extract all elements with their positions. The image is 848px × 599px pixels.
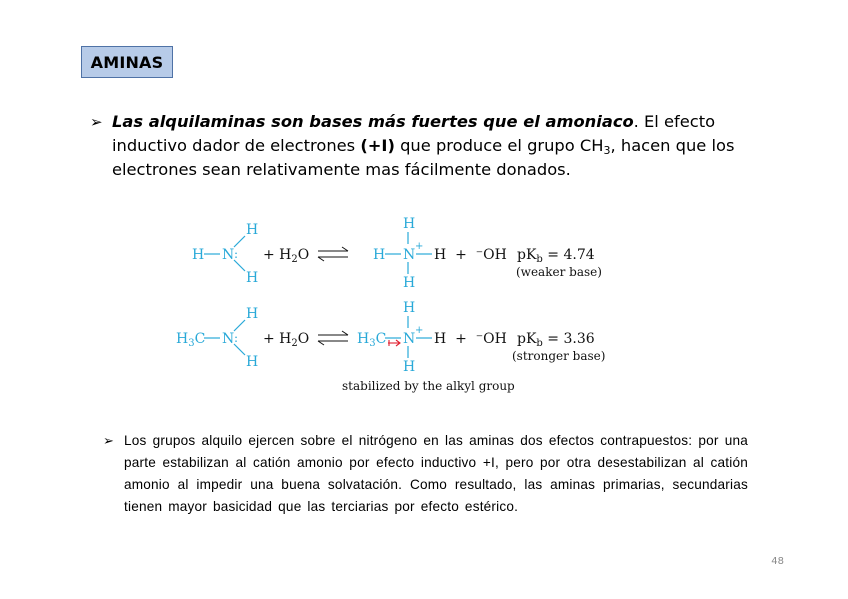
equilibrium-arrow-1: [318, 247, 348, 261]
atom-h-bottom: H: [246, 270, 259, 286]
atom-h-bottom-2: H: [246, 354, 259, 370]
atom-h-top: H: [246, 222, 259, 238]
bullet-arrow-icon: ➢: [90, 113, 103, 131]
plus-water-2: + $H_2O$: [263, 331, 310, 349]
methyl-group: $H_3C$: [176, 331, 206, 349]
stronger-base-note: (stronger base): [512, 349, 606, 363]
atom-n-2: N: [222, 331, 235, 347]
bullet-bold-effect: (+I): [360, 136, 395, 155]
slide-title-text: AMINAS: [90, 52, 164, 72]
bullet-bold-phrase: Las alquilaminas son bases más fuertes que el amoniaco: [112, 112, 634, 131]
bullet-alkylamines-text: [112, 110, 750, 182]
weaker-base-note: (weaker base): [516, 265, 602, 279]
methylammonium-ion: [357, 300, 432, 375]
charge-plus-2: +: [415, 325, 424, 336]
ammonium-ion: [373, 216, 432, 291]
lone-pair-2: :: [234, 331, 239, 345]
bullet-alkyl-effects: [103, 430, 748, 518]
bullet-text-part1: . El efecto inductivo dador de electrones: [112, 112, 716, 155]
plus-hydroxide-1: H + ⁻OH: [434, 247, 507, 263]
pkb-2: $pK_b = 3.36$: [517, 331, 595, 349]
atom-h-bottom-prod-2: H: [403, 359, 416, 375]
methyl-group-prod: $H_3C$: [357, 331, 387, 349]
plus-water-1: + $H_2O$: [263, 247, 310, 265]
atom-h-left-prod: H: [373, 247, 386, 263]
inductive-arrow-icon: [388, 340, 400, 346]
lone-pair: :: [234, 247, 239, 261]
atom-n-prod: N: [403, 247, 416, 263]
ammonia-molecule: [192, 222, 258, 286]
atom-h-top-2: H: [246, 306, 259, 322]
atom-h-bottom-prod: H: [403, 275, 416, 291]
bullet-alkyl-effects-text: Los grupos alquilo ejercen sobre el nitrógeno en las aminas dos efectos contrapuestos: por una parte estabilizan al catión amonio por efecto inductivo +I, pero por otra desestabilizan al catión amonio al impedir una buena solvatación. Como resultado, las aminas primarias, secundarias tienen mayor basicidad que las terciarias por efecto estérico.: [124, 433, 748, 514]
bullet-arrow-icon-2: ➢: [103, 433, 114, 448]
atom-h-top-prod-2: H: [403, 300, 416, 316]
pkb-1: $pK_b = 4.74$: [517, 247, 595, 265]
atom-n-prod-2: N: [403, 331, 416, 347]
bullet-subscript: 3: [603, 144, 611, 157]
bullet-text-part3: , hacen que los electrones sean relativamente mas fácilmente donados.: [112, 136, 735, 179]
charge-plus: +: [415, 241, 424, 252]
diagram-caption: stabilized by the alkyl group: [342, 379, 515, 393]
plus-hydroxide-2: H + ⁻OH: [434, 331, 507, 347]
reaction-svg: [170, 210, 630, 400]
atom-h-top-prod: H: [403, 216, 416, 232]
page-number: 48: [771, 556, 784, 567]
slide-title: [81, 46, 173, 78]
reaction-diagram: [170, 210, 630, 400]
atom-n: N: [222, 247, 235, 263]
atom-h-left: H: [192, 247, 205, 263]
bullet-text-part2: que produce el grupo CH: [394, 136, 604, 155]
equilibrium-arrow-2: [318, 331, 348, 345]
methylamine-molecule: [176, 306, 258, 370]
bullet-alkylamines: [90, 110, 750, 182]
